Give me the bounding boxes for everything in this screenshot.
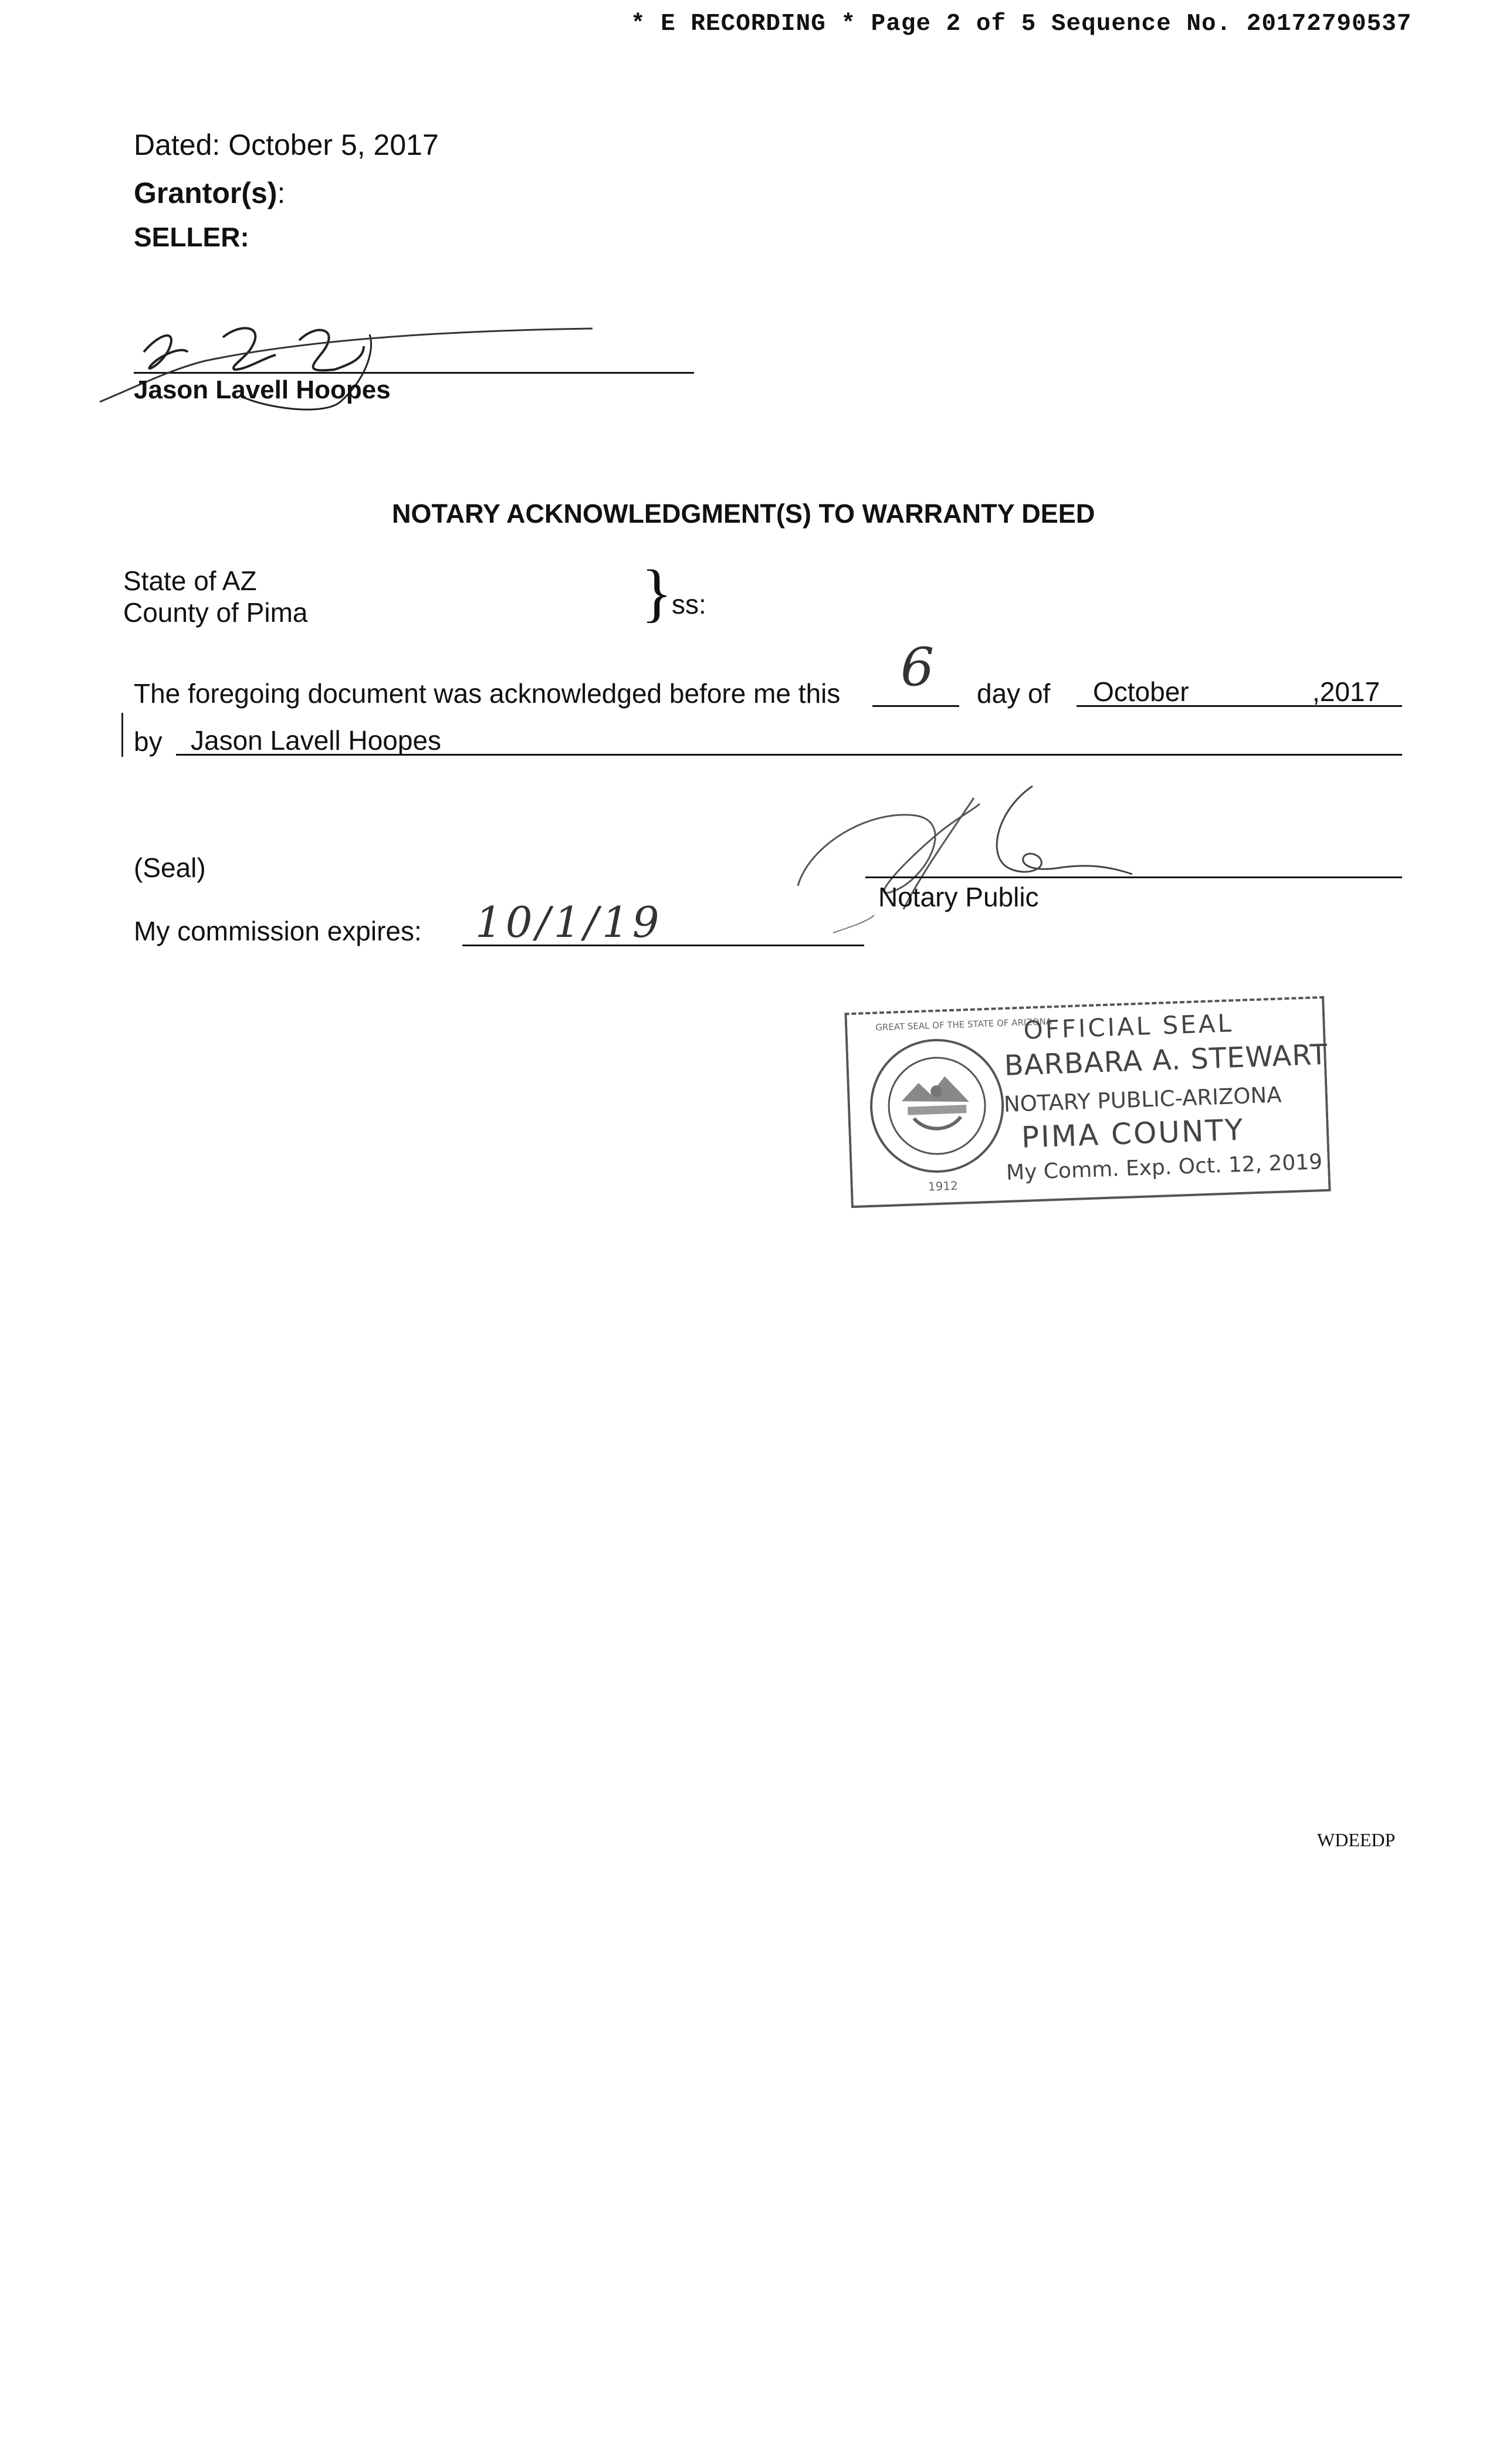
grantor-label: Grantor(s): [134, 177, 277, 209]
form-code: WDEEDP: [1317, 1829, 1396, 1850]
recording-header: * E RECORDING * Page 2 of 5 Sequence No. 20172790537: [631, 11, 1412, 38]
notary-acknowledgment-title: NOTARY ACKNOWLEDGMENT(S) TO WARRANTY DEED: [392, 499, 1095, 529]
grantor-colon: :: [277, 177, 286, 209]
notary-public-label: Notary Public: [878, 882, 1039, 912]
month-value: October: [1093, 676, 1189, 707]
county-line: County of Pima: [123, 597, 308, 628]
foregoing-text: The foregoing document was acknowledged before me this: [134, 678, 841, 709]
state-line: State of AZ: [123, 566, 257, 596]
day-of-label: day of: [977, 678, 1051, 709]
seller-name: Jason Lavell Hoopes: [134, 375, 391, 404]
official-seal-county: PIMA COUNTY: [1021, 1112, 1245, 1155]
official-seal-stamp: [844, 996, 1331, 1208]
seller-label: SELLER:: [134, 222, 249, 252]
commission-expires-label: My commission expires:: [134, 916, 422, 946]
state-seal-ring-text: GREAT SEAL OF THE STATE OF ARIZONA: [875, 1016, 1052, 1033]
commission-date-handwritten: 10/1/19: [475, 898, 663, 947]
ss-label: ss:: [672, 589, 706, 620]
venue-brace: }: [641, 557, 672, 628]
margin-mark: [121, 713, 123, 757]
official-seal-name: BARBARA A. STEWART: [1003, 1038, 1329, 1082]
by-label: by: [134, 726, 163, 757]
notary-signature-line: [865, 876, 1402, 878]
official-seal-title: OFFICIAL SEAL: [1023, 1008, 1234, 1045]
grantor-heading: [134, 176, 285, 210]
official-seal-expiry: My Comm. Exp. Oct. 12, 2019: [1006, 1150, 1323, 1185]
state-seal-year: 1912: [928, 1178, 959, 1194]
day-underline: [872, 705, 959, 707]
state-seal-emblem: [864, 1033, 1010, 1179]
dated-line: Dated: October 5, 2017: [134, 128, 439, 161]
by-name: Jason Lavell Hoopes: [191, 725, 442, 756]
seal-label: (Seal): [134, 852, 206, 883]
notary-signature: [786, 774, 1162, 950]
year-value: ,2017: [1312, 676, 1380, 707]
day-handwritten: 6: [901, 637, 935, 698]
official-seal-role: NOTARY PUBLIC-ARIZONA: [1003, 1082, 1282, 1117]
